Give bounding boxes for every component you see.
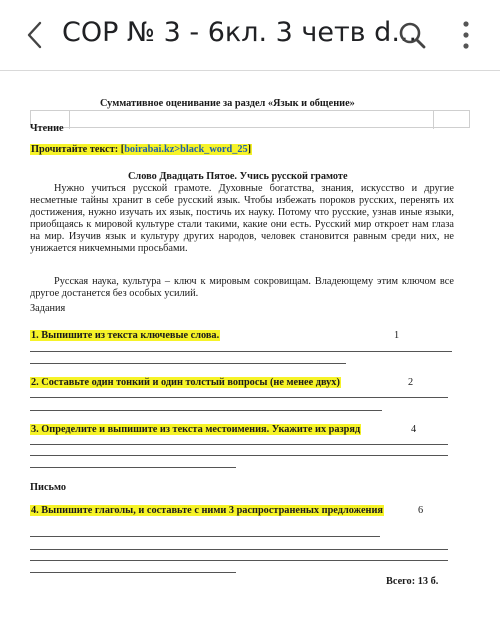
task-2-points: 2: [408, 377, 414, 388]
header-table: [30, 110, 470, 128]
section-reading: Чтение: [30, 123, 64, 134]
task-2: 2. Составьте один тонкий и один толстый вопросы (не менее двух): [31, 377, 340, 388]
chevron-left-icon[interactable]: [18, 18, 52, 52]
task-4-points: 6: [418, 505, 424, 516]
total-score: Всего: 13 б.: [386, 576, 439, 587]
answer-line[interactable]: [30, 560, 448, 561]
assessment-header: Суммативное оценивание за раздел «Язык и общение»: [100, 98, 355, 109]
more-vert-icon[interactable]: [454, 16, 478, 54]
paragraph-1: Нужно учиться русской грамоте. Духовные богатства, знания, искусство и другие несметные тайны хранит в себе русский язык. Чтобы избежать пороков русских, перенять их достижения, нужно изучать их язык, постичь их науку. Потому что русские, узнав иные языки, приобщаясь к мировой культуре стали такими, какие они есть. Русский мир откроет нам глаза на мир. Изучив язык и культуру других народов, человек становится равным среди них, не унижается никчемными просьбами.: [30, 183, 454, 254]
document-title: СОР № 3 - 6кл. 3 четв d...: [62, 17, 418, 48]
section-writing: Письмо: [30, 482, 66, 493]
source-link[interactable]: boirabai.kz>black_word_25: [124, 144, 248, 155]
task-3: 3. Определите и выпишите из текста местоимения. Укажите их разряд: [31, 424, 361, 435]
paragraph-2: Русская наука, культура – ключ к мировым сокровищам. Владеющему этим ключом все другое достанется без особых усилий.: [30, 276, 454, 299]
answer-line[interactable]: [30, 410, 382, 411]
task-1-points: 1: [394, 330, 400, 341]
task-1: 1. Выпишите из текста ключевые слова.: [31, 330, 220, 341]
answer-line[interactable]: [30, 351, 452, 352]
text-title: Слово Двадцать Пятое. Учись русской грамоте: [128, 171, 348, 182]
task-3-points: 4: [411, 424, 417, 435]
tasks-label: Задания: [30, 303, 66, 314]
answer-line[interactable]: [30, 397, 448, 398]
app-bar: [0, 0, 500, 71]
answer-line[interactable]: [30, 536, 380, 537]
answer-line[interactable]: [30, 363, 346, 364]
instruction: Прочитайте текст: [boirabai.kz>black_word_25]: [31, 144, 252, 155]
answer-line[interactable]: [30, 455, 448, 456]
answer-line[interactable]: [30, 444, 448, 445]
answer-line[interactable]: [30, 572, 236, 573]
task-4: 4. Выпишите глаголы, и составьте с ними 3 распространеных предложения: [31, 505, 383, 516]
answer-line[interactable]: [30, 549, 448, 550]
search-icon[interactable]: [396, 19, 428, 51]
answer-line[interactable]: [30, 467, 236, 468]
